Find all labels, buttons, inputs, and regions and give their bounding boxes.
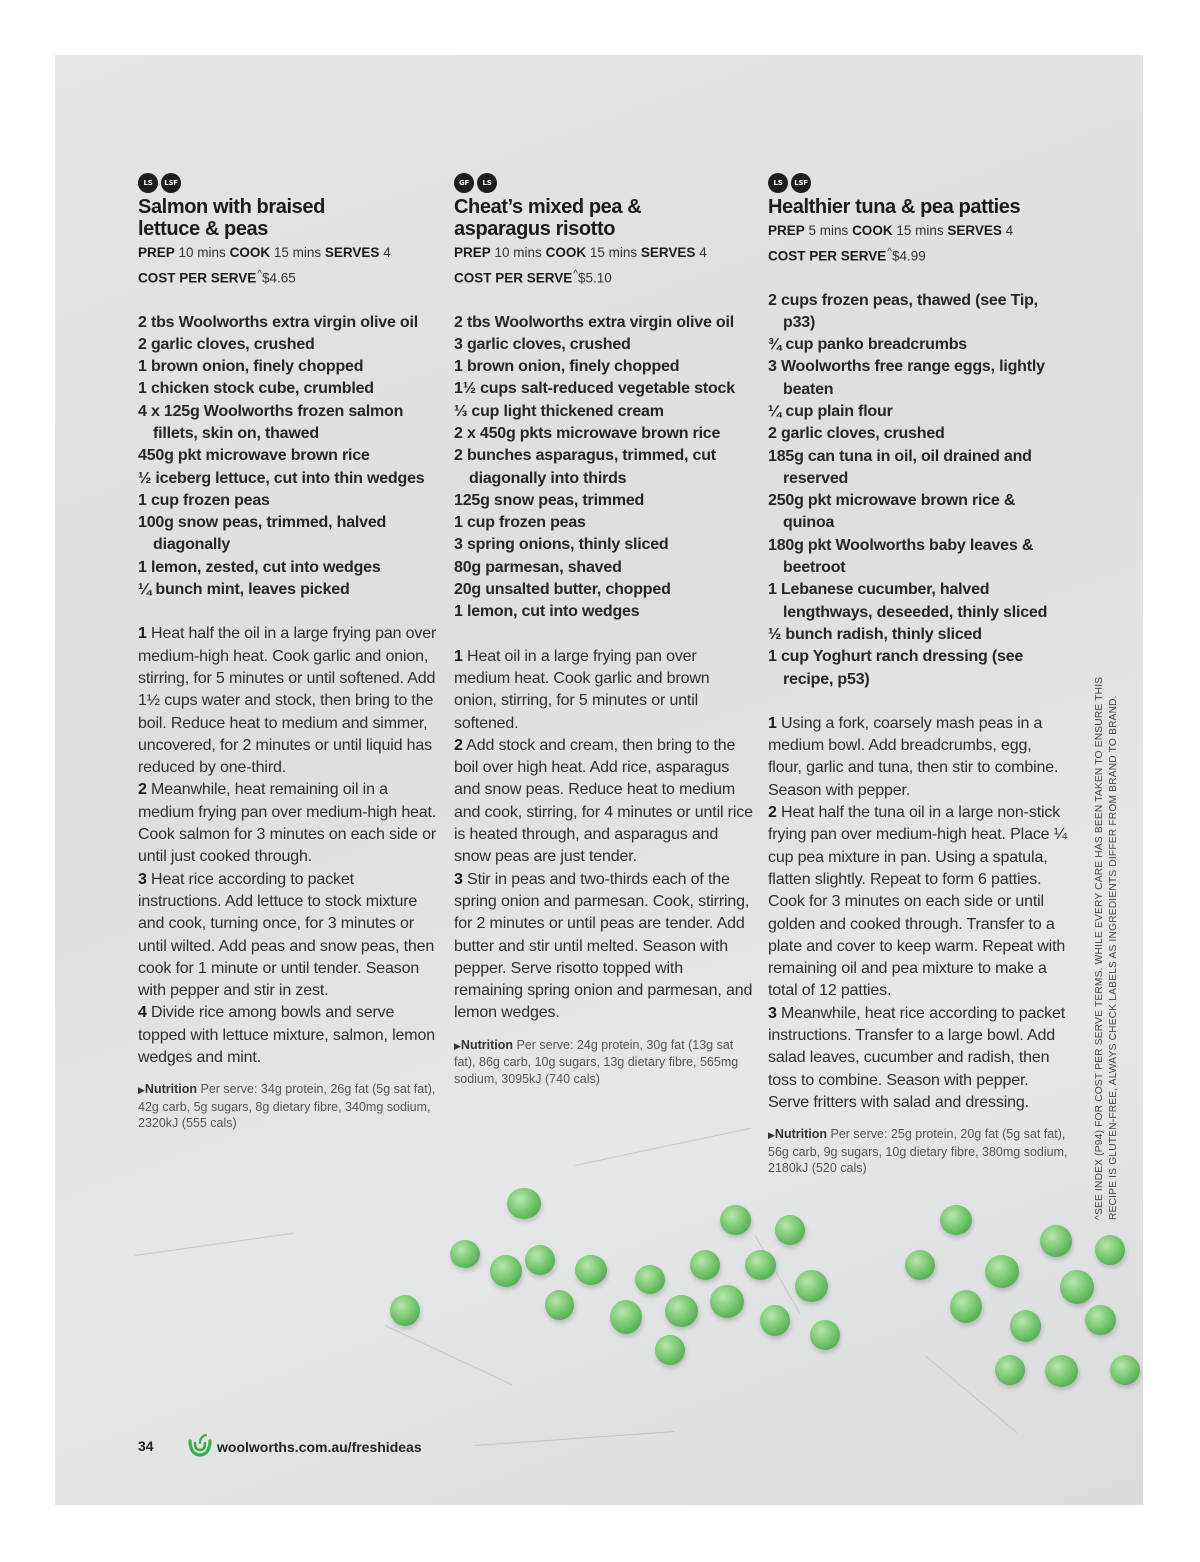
ingredient-item: 2 tbs Woolworths extra virgin olive oil [138,313,418,331]
step-text: Stir in peas and two-thirds each of the spring onion and parmesan. Cook, stirring, for 2 minutes or until peas are tender. Add butter and stir until melted. Season with pepper. Serve risotto topped with remaining spring onion and parmesan, and lemon wedges. [454,870,753,1022]
ingredient-item: 20g unsalted butter, chopped [454,581,671,599]
ingredient-item: 1 lemon, cut into wedges [454,603,640,621]
recipe-title [454,196,754,240]
cost-value: $5.10 [578,270,612,286]
method-step [138,623,438,779]
serves-value: 4 [383,245,391,260]
ingredient-item: 180g pkt Woolworths baby leaves & beetroot [768,536,1034,577]
recipe-meta [138,242,438,290]
ingredient-item: 2 bunches asparagus, trimmed, cut diagonally into thirds [454,447,716,487]
nutrition-label: Nutrition [144,1082,197,1097]
diet-badges [454,173,754,195]
diet-badge: GF [454,173,474,193]
ingredient-item: ¼ cup plain flour [768,402,893,420]
ingredient-item: 2 cups frozen peas, thawed (see Tip, p33) [768,291,1038,331]
pea-decoration [745,1250,776,1280]
nutrition-text: Per serve: 34g protein, 26g fat (5g sat fat), 42g carb, 5g sugars, 8g dietary fibre, 340mg sodium, 2320kJ (555 cals) [138,1082,436,1131]
diet-badge: LS [768,173,788,193]
step-number: 4 [138,1004,147,1022]
recipe-meta [454,242,754,290]
step-number: 1 [138,625,147,643]
pea-decoration [775,1215,805,1245]
ingredient-item: 2 garlic cloves, crushed [768,425,945,443]
cook-time: 15 mins [589,245,638,260]
ingredient-item: ½ bunch radish, thinly sliced [768,625,982,643]
pea-decoration [525,1245,555,1275]
step-text: Heat rice according to packet instructions. Add lettuce to stock mixture and cook, turning once, for 3 minutes or until wilted. Add peas and snow peas, then cook for 1 minute or until tender. Season with pepper and stir in zest. [138,870,435,1000]
serves-label: SERVES [324,245,380,260]
pea-decoration [635,1265,665,1294]
cook-time: 15 mins [273,245,322,260]
cost-label: COST PER SERVE [768,248,887,264]
nutrition-label: Nutrition [774,1127,827,1142]
step-number: 3 [454,870,463,888]
pea-decoration [490,1255,522,1287]
pea-decoration [760,1305,790,1336]
pea-decoration [690,1250,720,1280]
title-line: Cheat’s mixed pea & [454,196,642,218]
nutrition-info [768,1126,1068,1177]
ingredient-item: 80g parmesan, shaved [454,558,622,576]
recipe-risotto [454,173,754,1087]
method-step [454,735,754,869]
triangle-icon: ▶ [454,1040,461,1051]
nutrition-info [454,1037,754,1088]
ingredient-item: 1 cup Yoghurt ranch dressing (see recipe, p53) [768,648,1024,688]
step-text: Divide rice among bowls and serve topped with lettuce mixture, salmon, lemon wedges and mint. [138,1004,435,1066]
cost-value: $4.65 [262,270,296,286]
title-line: lettuce & peas [138,218,269,240]
diet-badges [768,173,1068,195]
ingredient-item: 1 chicken stock cube, crumbled [138,380,374,398]
pea-decoration [710,1285,744,1318]
prep-label: PREP [768,223,805,238]
step-number: 3 [138,870,147,888]
title-line: asparagus risotto [454,218,616,240]
step-text: Add stock and cream, then bring to the boil over high heat. Add rice, asparagus and snow peas. Reduce heat to medium and cook, stirring, for 4 minutes or until rice is heated through, and asparagus and snow peas are just tender. [454,736,753,866]
ingredient-list [454,312,754,624]
method-step [454,869,754,1025]
recipe-title: Healthier tuna & pea patties [768,196,1021,218]
prep-label: PREP [454,245,491,260]
diet-badge: LSF [161,173,181,193]
cost-value: $4.99 [892,248,926,264]
pea-decoration [665,1295,698,1327]
ingredient-item: 1½ cups salt-reduced vegetable stock [454,380,735,398]
pea-decoration [810,1320,840,1350]
triangle-icon: ▶ [768,1130,775,1141]
pea-decoration [720,1205,751,1235]
pea-decoration [1040,1225,1072,1257]
serves-value: 4 [1005,223,1014,238]
pea-decoration [950,1290,982,1323]
triangle-icon: ▶ [138,1085,145,1096]
method-step [454,646,754,735]
pea-decoration [655,1335,685,1365]
method-steps [138,623,438,1069]
serves-value: 4 [699,245,707,260]
ingredient-item: 1 lemon, zested, cut into wedges [138,558,381,576]
step-text: Heat half the oil in a large frying pan over medium-high heat. Cook garlic and onion, stirring, for 5 minutes or until softened. Add 1½ cups water and stock, then bring to the boil. Reduce heat to medium and simmer, uncovered, for 2 minutes or until liquid has reduced by one-third. [138,625,437,777]
method-step [768,802,1068,1003]
ingredient-item: 250g pkt microwave brown rice & quinoa [768,492,1016,532]
ingredient-item: 3 garlic cloves, crushed [454,335,631,353]
website-link[interactable]: woolworths.com.au/freshideas [217,1439,422,1455]
ingredient-item: 2 x 450g pkts microwave brown rice [454,424,721,442]
nutrition-label: Nutrition [460,1037,513,1052]
diet-badge: LS [477,173,497,193]
method-steps [454,646,754,1025]
ingredient-item: 4 x 125g Woolworths frozen salmon fillets, skin on, thawed [138,402,404,442]
recipe-meta [768,220,1068,268]
ingredient-item: 185g can tuna in oil, oil drained and reserved [768,447,1032,487]
cook-time: 15 mins [896,223,944,238]
recipe-salmon [138,173,438,1132]
method-step [138,779,438,868]
ingredient-item: 100g snow peas, trimmed, halved diagonally [138,514,387,554]
ingredient-item: 1 brown onion, finely chopped [454,358,680,376]
step-text: Heat half the tuna oil in a large non-stick frying pan over medium-high heat. Place ¼ cup pea mixture in pan. Using a spatula, flatten slightly. Repeat to form 6 patties. Cook for 3 minutes on each side or until golden and cooked through. Transfer to a plate and cover to keep warm. Repeat with remaining oil and pea mixture to make a total of 12 patties. [768,804,1067,1000]
step-number: 2 [138,781,147,799]
pea-decoration [545,1290,574,1320]
ingredient-item: ⅓ cup light thickened cream [454,402,664,420]
nutrition-text: Per serve: 24g protein, 30g fat (13g sat fat), 86g carb, 10g sugars, 13g dietary fibre, 565mg sodium, 3095kJ (740 cals) [454,1037,739,1086]
step-number: 1 [768,714,777,732]
step-text: Using a fork, coarsely mash peas in a medium bowl. Add breadcrumbs, egg, flour, garlic and tuna, then stir to combine. Season with pepper. [768,714,1059,799]
ingredient-item: 3 spring onions, thinly sliced [454,536,669,554]
serves-label: SERVES [640,245,696,260]
prep-time: 10 mins [494,245,542,260]
ingredient-item: ¼ bunch mint, leaves picked [138,581,350,599]
method-step [768,713,1068,802]
pea-decoration [995,1355,1025,1385]
pea-decoration [1110,1355,1140,1385]
diet-badge: LSF [791,173,811,193]
pea-decoration [390,1295,420,1326]
page-background [55,55,1143,1505]
recipe-tuna-patties [768,173,1068,1177]
ingredient-item: 1 brown onion, finely chopped [138,358,364,376]
pea-decoration [795,1270,828,1302]
method-step [768,1003,1068,1114]
pea-decoration [507,1188,541,1219]
cost-mark: ^ [887,247,892,258]
cost-label: COST PER SERVE [138,270,257,286]
title-line: Salmon with braised [138,196,325,218]
cook-label: COOK [852,223,893,238]
cost-label: COST PER SERVE [454,270,573,286]
cook-label: COOK [545,245,587,260]
ingredient-item: ½ iceberg lettuce, cut into thin wedges [138,469,425,487]
method-steps [768,713,1068,1114]
pea-decoration [985,1255,1019,1288]
pea-decoration [1060,1270,1094,1304]
disclaimer-sidenote: ^SEE INDEX (P94) FOR COST PER SERVE TERMS. WHILE EVERY CARE HAS BEEN TAKEN TO ENSURE THIS RECIPE IS GLUTEN-FREE, ALWAYS CHECK LABELS AS INGREDIENTS DIFFER FROM BRAND TO BRAND. [1094,676,1119,1220]
method-step [138,869,438,1003]
step-number: 1 [454,647,463,665]
step-number: 2 [454,736,463,754]
woolworths-logo-icon [187,1433,213,1462]
method-step [138,1002,438,1069]
pea-decoration [1045,1355,1078,1387]
cost-mark: ^ [257,269,262,280]
cook-label: COOK [229,245,271,260]
step-text: Meanwhile, heat rice according to packet instructions. Transfer to a large bowl. Add salad leaves, cucumber and radish, then toss to combine. Season with pepper. Serve fritters with salad and dressing. [768,1004,1065,1111]
diet-badge: LS [138,173,158,193]
pea-decoration [1010,1310,1041,1342]
step-number: 3 [768,1004,777,1022]
ingredient-item: 125g snow peas, trimmed [454,491,645,509]
prep-time: 10 mins [178,245,226,260]
pea-decoration [1095,1235,1125,1265]
step-text: Meanwhile, heat remaining oil in a medium frying pan over medium-high heat. Cook salmon for 3 minutes on each side or until just cooked through. [138,781,437,866]
pea-decoration [575,1255,607,1285]
ingredient-list [138,312,438,602]
nutrition-text: Per serve: 25g protein, 20g fat (5g sat fat), 56g carb, 9g sugars, 10g dietary fibre, 380mg sodium, 2180kJ (520 cals) [768,1127,1068,1176]
pea-decoration [905,1250,935,1280]
ingredient-item: 1 Lebanese cucumber, halved lengthways, deseeded, thinly sliced [768,581,1048,621]
diet-badges [138,173,438,195]
recipe-title [138,196,438,240]
step-text: Heat oil in a large frying pan over medium heat. Cook garlic and brown onion, stirring, for 5 minutes or until softened. [454,647,710,732]
serves-label: SERVES [947,223,1002,238]
ingredient-item: 1 cup frozen peas [454,514,586,532]
pea-decoration [1085,1305,1116,1335]
ingredient-item: 2 tbs Woolworths extra virgin olive oil [454,313,734,331]
cost-mark: ^ [573,269,578,280]
pea-decoration [940,1205,972,1235]
ingredient-item: 3 Woolworths free range eggs, lightly beaten [768,358,1045,398]
ingredient-item: 450g pkt microwave brown rice [138,447,370,465]
prep-time: 5 mins [808,223,849,238]
pea-decoration [610,1300,642,1334]
ingredient-item: 1 cup frozen peas [138,491,270,509]
step-number: 2 [768,804,777,822]
prep-label: PREP [138,245,175,260]
ingredient-list [768,290,1068,691]
nutrition-info [138,1081,438,1132]
ingredient-item: 2 garlic cloves, crushed [138,335,315,353]
page-number: 34 [138,1438,154,1454]
pea-decoration [450,1240,480,1268]
ingredient-item: ¾ cup panko breadcrumbs [768,336,968,354]
